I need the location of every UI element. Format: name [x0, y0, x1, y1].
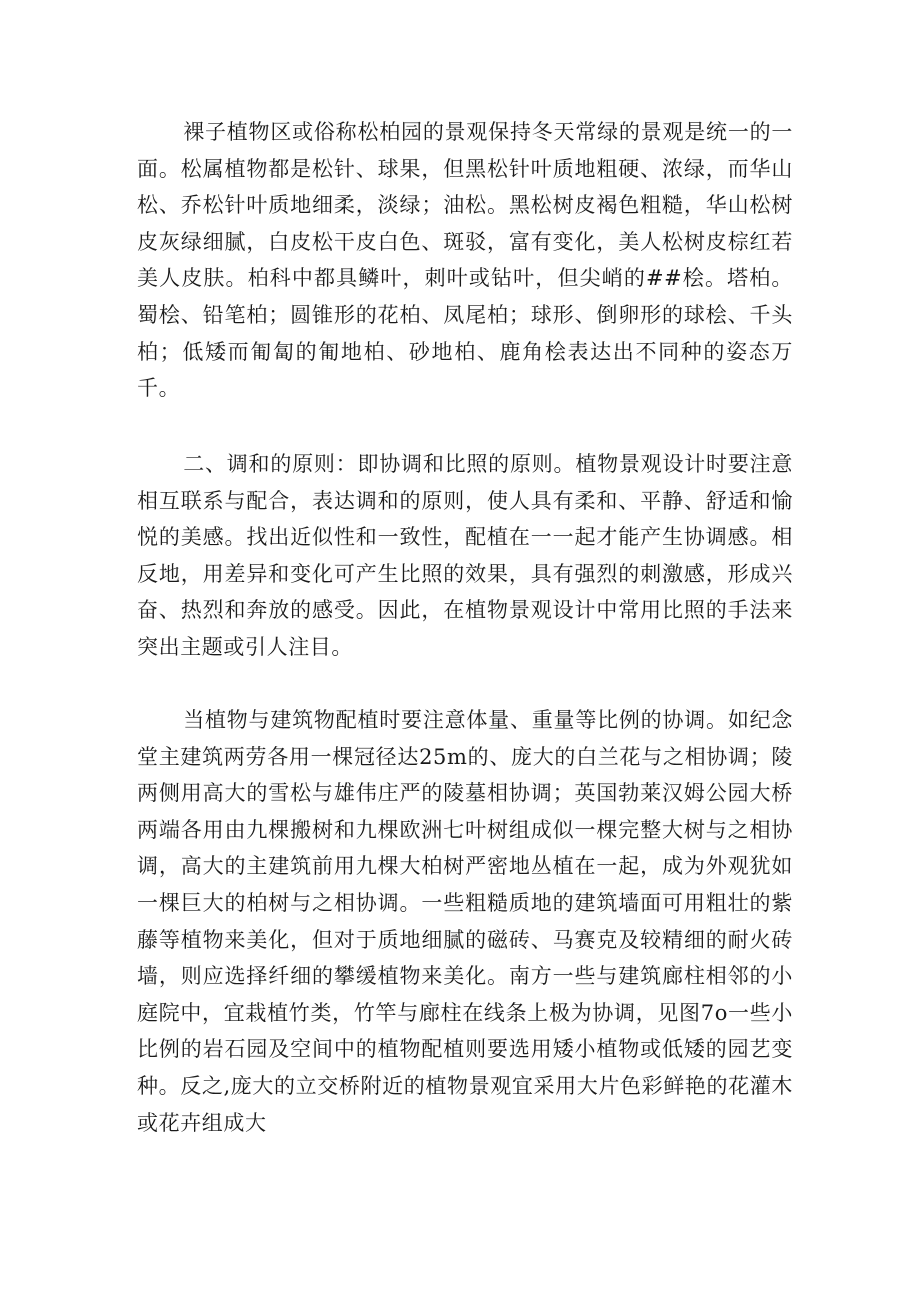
paragraph-conifer-garden: 裸子植物区或俗称松柏园的景观保持冬天常绿的景观是统一的一面。松属植物都是松针、球果，但黑松针叶质地粗硬、浓绿，而华山松、乔松针叶质地细柔，淡绿；油松。黑松树皮褐色粗糙，华山松树皮灰绿细腻，白皮松干皮白色、斑驳，富有变化，美人松树皮棕红若美人皮肤。柏科中都具鳞叶，刺叶或钻叶，但尖峭的##桧。塔柏。蜀桧、铅笔柏；圆锥形的花柏、凤尾柏；球形、倒卵形的球桧、千头柏；低矮而匍匐的匍地柏、砂地柏、鹿角桧表达出不同种的姿态万千。 [137, 120, 793, 401]
paragraph-harmony-principle: 二、调和的原则：即协调和比照的原则。植物景观设计时要注意相互联系与配合，表达调和的原则，使人具有柔和、平静、舒适和愉悦的美感。找出近似性和一致性，配植在一一起才能产生协调感。相反地，用差异和变化可产生比照的效果，具有强烈的刺激感，形成兴奋、热烈和奔放的感受。因此，在植物景观设计中常用比照的手法来突出主题或引人注目。 [137, 452, 793, 659]
paragraph-plant-building-harmony: 当植物与建筑物配植时要注意体量、重量等比例的协调。如纪念堂主建筑两劳各用一棵冠径达25m的、庞大的白兰花与之相协调；陵两侧用高大的雪松与雄伟庄严的陵墓相协调；英国勃莱汉姆公园大桥两端各用由九棵搬树和九棵欧洲七叶树组成似一棵完整大树与之相协调，高大的主建筑前用九棵大柏树严密地丛植在一起，成为外观犹如一棵巨大的柏树与之相协调。一些粗糙质地的建筑墙面可用粗壮的紫藤等植物来美化，但对于质地细腻的磁砖、马赛克及较精细的耐火砖墙，则应选择纤细的攀缓植物来美化。南方一些与建筑廊柱相邻的小庭院中，宜栽植竹类，竹竿与廊柱在线条上极为协调，见图7o一些小比例的岩石园及空间中的植物配植则要选用矮小植物或低矮的园艺变种。反之,庞大的立交桥附近的植物景观宜采用大片色彩鲜艳的花灌木或花卉组成大 [137, 708, 793, 1135]
